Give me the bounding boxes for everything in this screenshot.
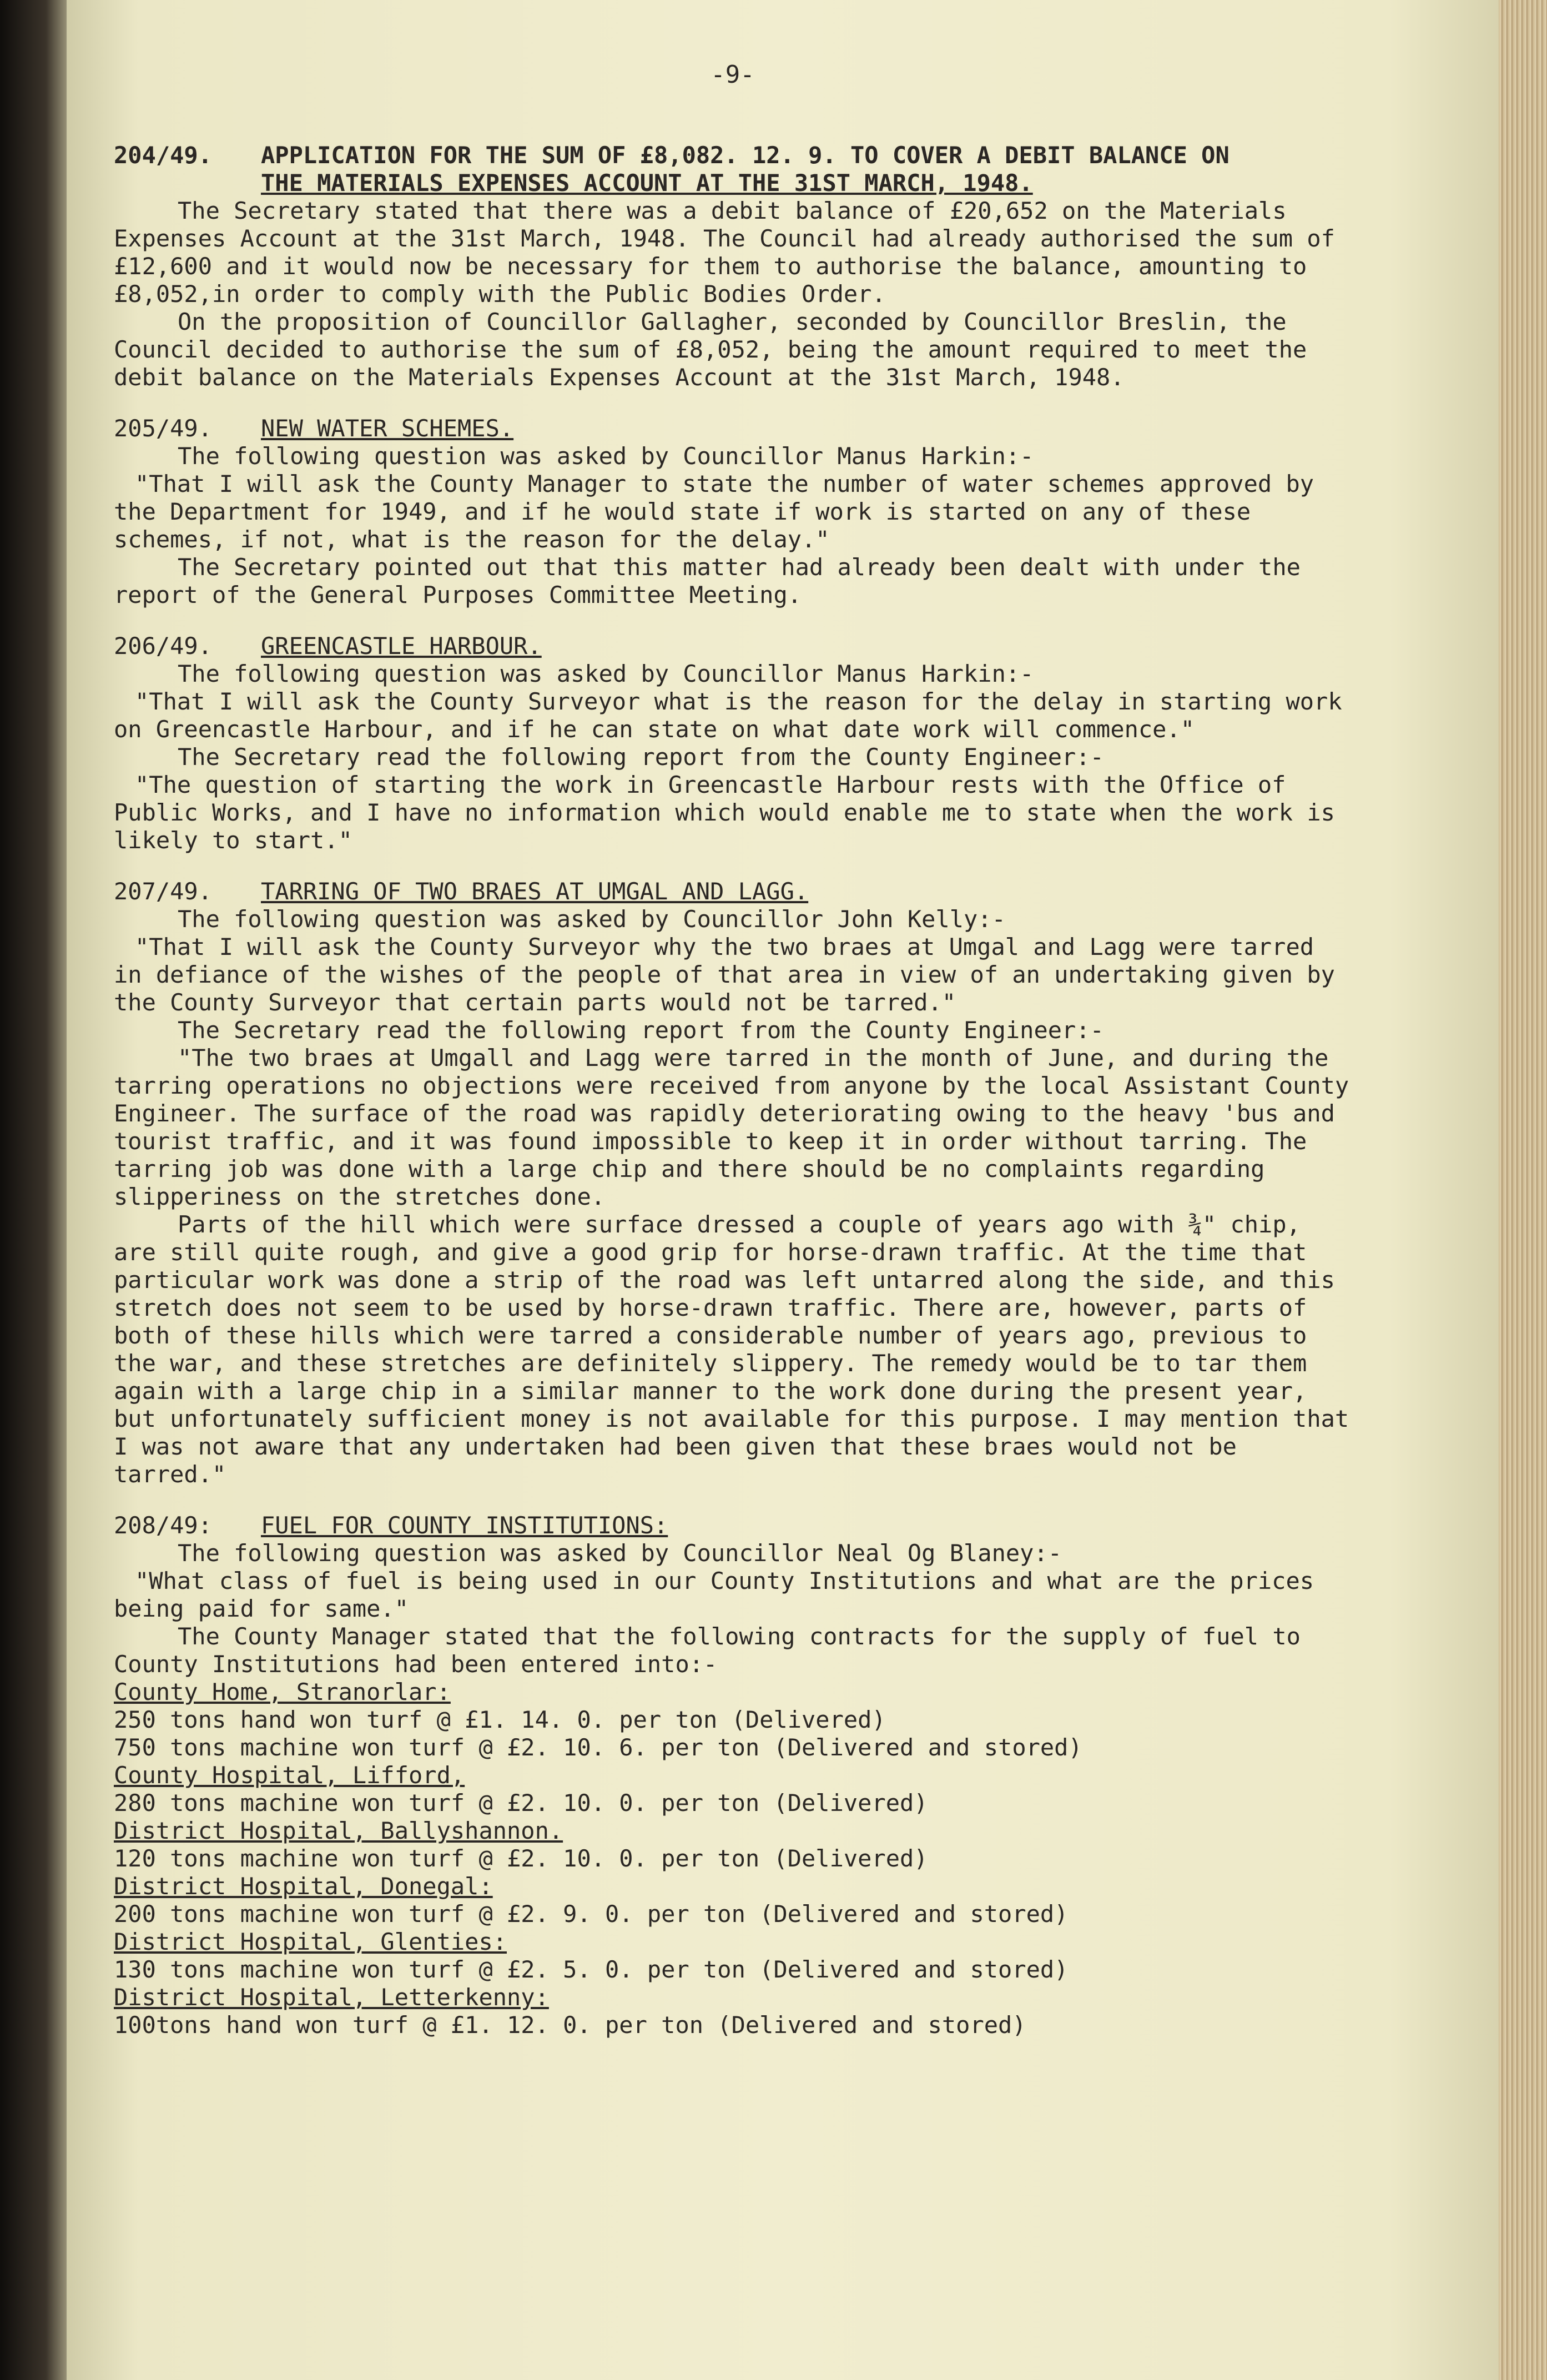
contract-line: 100tons hand won turf @ £1. 12. 0. per ton (Delivered and stored) <box>114 2011 1026 2039</box>
paragraph: The following question was asked by Councillor Manus Harkin:- <box>178 660 1034 687</box>
item-title <box>261 142 1229 197</box>
paragraph: Parts of the hill which were surface dressed a couple of years ago with ¾" chip, are still quite rough, and give a good grip for horse-drawn traffic. At the time that particular work was done a strip of the road was left untarred along the side, and this stretch does not seem to be used by horse-drawn traffic. There are, however, parts of both of these hills which were tarred a considerable number of years ago, previous to the war, and these stretches are definitely slippery. The remedy would be to tar them again with a large chip in a similar manner to the work done during the present year, but unfortunately sufficient money is not available for this purpose. I may mention that I was not aware that any undertaken had been given that these braes would not be tarred." <box>114 1211 1349 1488</box>
paragraph: The following question was asked by Councillor Manus Harkin:- <box>178 442 1034 470</box>
paragraph: The Secretary read the following report from the County Engineer:- <box>178 743 1104 771</box>
paragraph: "The question of starting the work in Greencastle Harbour rests with the Office of Public Works, and I have no information which would enable me to state when the work is likely to start." <box>114 771 1335 854</box>
item-number: 207/49. <box>114 878 213 905</box>
paragraph: On the proposition of Councillor Gallagher, seconded by Councillor Breslin, the Council decided to authorise the sum of £8,052, being the amount required to meet the debit balance on the Materials Expenses Account at the 31st March, 1948. <box>114 308 1307 391</box>
contract-line: 250 tons hand won turf @ £1. 14. 0. per ton (Delivered) <box>114 1706 886 1733</box>
paragraph: The following question was asked by Councillor John Kelly:- <box>178 905 1006 933</box>
institution-name: County Home, Stranorlar: <box>114 1678 451 1705</box>
paragraph: "The two braes at Umgall and Lagg were tarred in the month of June, and during the tarring operations no objections were received from anyone by the local Assistant County Engineer. The surface of the road was rapidly deteriorating owing to the heavy 'bus and tourist traffic, and it was found impossible to keep it in order without tarring. The tarring job was done with a large chip and there should be no complaints regarding slipperiness on the stretches done. <box>114 1044 1349 1210</box>
minute-item-207 <box>114 878 1352 1488</box>
minutes-page <box>114 61 1352 2062</box>
minute-item-204 <box>114 142 1352 391</box>
item-title: FUEL FOR COUNTY INSTITUTIONS: <box>261 1512 668 1539</box>
item-title: GREENCASTLE HARBOUR. <box>261 632 542 660</box>
contract-line: 280 tons machine won turf @ £2. 10. 0. per ton (Delivered) <box>114 1789 928 1817</box>
item-title-line2: THE MATERIALS EXPENSES ACCOUNT AT THE 31ST MARCH, 1948. <box>261 169 1033 197</box>
page-number: -9- <box>710 61 755 89</box>
institution-name: County Hospital, Lifford, <box>114 1762 465 1789</box>
item-number: 205/49. <box>114 415 213 442</box>
paragraph: The Secretary read the following report from the County Engineer:- <box>178 1017 1104 1044</box>
paragraph: "That I will ask the County Surveyor why the two braes at Umgal and Lagg were tarred in defiance of the wishes of the people of that area in view of an undertaking given by the County Surveyor that certain parts would not be tarred." <box>114 933 1335 1016</box>
item-number: 204/49. <box>114 142 213 169</box>
item-title: TARRING OF TWO BRAES AT UMGAL AND LAGG. <box>261 878 809 905</box>
paragraph: "What class of fuel is being used in our County Institutions and what are the prices being paid for same." <box>114 1567 1314 1622</box>
item-heading <box>114 632 1352 660</box>
institution-name: District Hospital, Letterkenny: <box>114 1984 549 2011</box>
contract-line: 120 tons machine won turf @ £2. 10. 0. per ton (Delivered) <box>114 1845 928 1872</box>
item-number: 208/49: <box>114 1512 213 1539</box>
institution-name: District Hospital, Donegal: <box>114 1873 493 1900</box>
paragraph: "That I will ask the County Surveyor what is the reason for the delay in starting work on Greencastle Harbour, and if he can state on what date work will commence." <box>114 688 1342 743</box>
contract-line: 750 tons machine won turf @ £2. 10. 6. per ton (Delivered and stored) <box>114 1734 1082 1761</box>
contract-line: 130 tons machine won turf @ £2. 5. 0. per ton (Delivered and stored) <box>114 1956 1069 1983</box>
minute-item-208 <box>114 1512 1352 2039</box>
institution-name: District Hospital, Glenties: <box>114 1928 507 1955</box>
minute-item-205 <box>114 415 1352 609</box>
paragraph: "That I will ask the County Manager to state the number of water schemes approved by the Department for 1949, and if he would state if work is started on any of these schemes, if not, what is the reason for the delay." <box>114 470 1314 553</box>
contract-line: 200 tons machine won turf @ £2. 9. 0. per ton (Delivered and stored) <box>114 1900 1069 1928</box>
paragraph: The Secretary pointed out that this matter had already been dealt with under the report of the General Purposes Committee Meeting. <box>114 554 1301 608</box>
paragraph: The County Manager stated that the following contracts for the supply of fuel to County Institutions had been entered into:- <box>114 1623 1301 1678</box>
institution-name: District Hospital, Ballyshannon. <box>114 1817 563 1844</box>
item-heading <box>114 1512 1352 1539</box>
item-title: NEW WATER SCHEMES. <box>261 415 514 442</box>
page-edges <box>1499 0 1547 2380</box>
paragraph: The following question was asked by Councillor Neal Og Blaney:- <box>178 1539 1062 1567</box>
item-heading <box>114 415 1352 442</box>
fuel-contracts <box>114 1678 1352 2039</box>
item-heading <box>114 142 1352 197</box>
item-title-line1: APPLICATION FOR THE SUM OF £8,082. 12. 9. TO COVER A DEBIT BALANCE ON <box>261 142 1229 169</box>
item-heading <box>114 878 1352 905</box>
minute-item-206 <box>114 632 1352 854</box>
paragraph: The Secretary stated that there was a debit balance of £20,652 on the Materials Expenses Account at the 31st March, 1948. The Council had already authorised the sum of £12,600 and it would now be necessary for them to authorise the balance, amounting to £8,052,in order to comply with the Public Bodies Order. <box>114 197 1335 308</box>
item-number: 206/49. <box>114 632 213 660</box>
